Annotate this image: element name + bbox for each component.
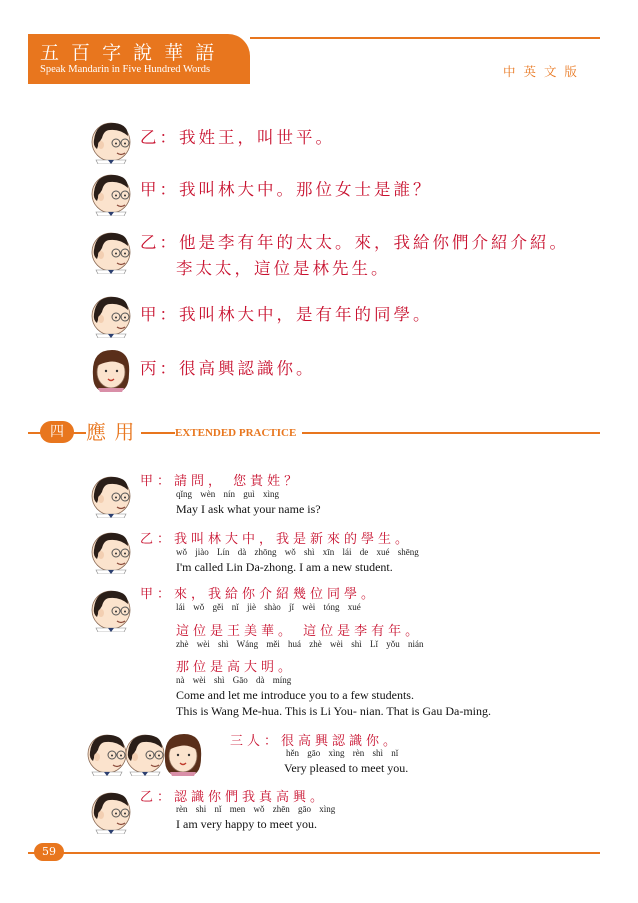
dialogue-line-3-cont: 李太太，這位是林先生。 xyxy=(176,259,391,278)
practice-pinyin: hěn gāo xìng rèn shì nǐ xyxy=(286,748,399,758)
book-subtitle: Speak Mandarin in Five Hundred Words xyxy=(40,64,211,75)
dialogue-line-1: 乙：我姓王，叫世平。 xyxy=(140,128,335,147)
dialogue-line-4: 甲：我叫林大中，是有年的同學。 xyxy=(140,305,433,324)
woman-avatar-icon xyxy=(162,730,204,776)
practice-han: 這位是王美華。 這位是李有年。 xyxy=(176,624,423,639)
man-avatar-icon xyxy=(124,730,166,776)
practice-pinyin: rèn shi nǐ men wǒ zhēn gāo xìng xyxy=(176,804,336,814)
man-avatar-icon xyxy=(90,228,132,274)
practice-english: Very pleased to meet you. xyxy=(284,761,409,775)
practice-english: I'm called Lin Da-zhong. I am a new student. xyxy=(176,560,393,574)
man-avatar-icon xyxy=(90,788,132,834)
practice-english: This is Wang Me-hua. This is Li You- nian. That is Gau Da-ming. xyxy=(176,704,492,718)
man-avatar-icon xyxy=(90,528,132,574)
man-avatar-icon xyxy=(90,292,132,338)
edition-label: 中 英 文 版 xyxy=(503,64,579,79)
practice-english: May I ask what your name is? xyxy=(176,502,321,516)
footer-rule xyxy=(28,852,600,854)
section-title-en: EXTENDED PRACTICE xyxy=(175,427,302,439)
section-title: 應 用 xyxy=(86,416,141,445)
practice-han: 甲：請問， 您貴姓？ xyxy=(140,474,302,489)
practice-pinyin: lái wǒ gěi nǐ jiè shào jǐ wèi tóng xué xyxy=(176,602,361,612)
practice-pinyin: wǒ jiào Lín dà zhōng wǒ shì xīn lái de xué shēng xyxy=(176,547,419,557)
practice-han: 乙：認識你們我真高興。 xyxy=(140,790,328,805)
man-avatar-icon xyxy=(90,586,132,632)
section-number: 四 xyxy=(40,421,74,443)
dialogue-line-3: 乙：他是李有年的太太。來，我給你們介紹介紹。 xyxy=(140,233,569,252)
practice-pinyin: nà wèi shì Gāo dà míng xyxy=(176,675,292,685)
man-avatar-icon xyxy=(86,730,128,776)
practice-han: 乙：我叫林大中，我是新來的學生。 xyxy=(140,532,413,547)
practice-pinyin: qǐng wèn nín guì xìng xyxy=(176,489,279,499)
header-rule xyxy=(250,37,600,39)
dialogue-line-5: 丙：很高興認識你。 xyxy=(140,359,316,378)
man-avatar-icon xyxy=(90,170,132,216)
practice-han: 甲：來，我給你介紹幾位同學。 xyxy=(140,587,379,602)
practice-han: 那位是高大明。 xyxy=(176,660,296,675)
man-avatar-icon xyxy=(90,472,132,518)
practice-english: Come and let me introduce you to a few students. xyxy=(176,688,414,702)
woman-avatar-icon xyxy=(90,346,132,392)
dialogue-line-2: 甲：我叫林大中。那位女士是誰？ xyxy=(140,180,433,199)
man-avatar-icon xyxy=(90,118,132,164)
practice-han: 三人：很高興認識你。 xyxy=(230,734,401,749)
page-number: 59 xyxy=(34,843,64,861)
practice-pinyin: zhè wèi shì Wáng měi huá zhè wèi shì Lǐ yǒu nián xyxy=(176,639,424,649)
book-title: 五 百 字 說 華 語 xyxy=(40,42,218,64)
practice-english: I am very happy to meet you. xyxy=(176,817,317,831)
